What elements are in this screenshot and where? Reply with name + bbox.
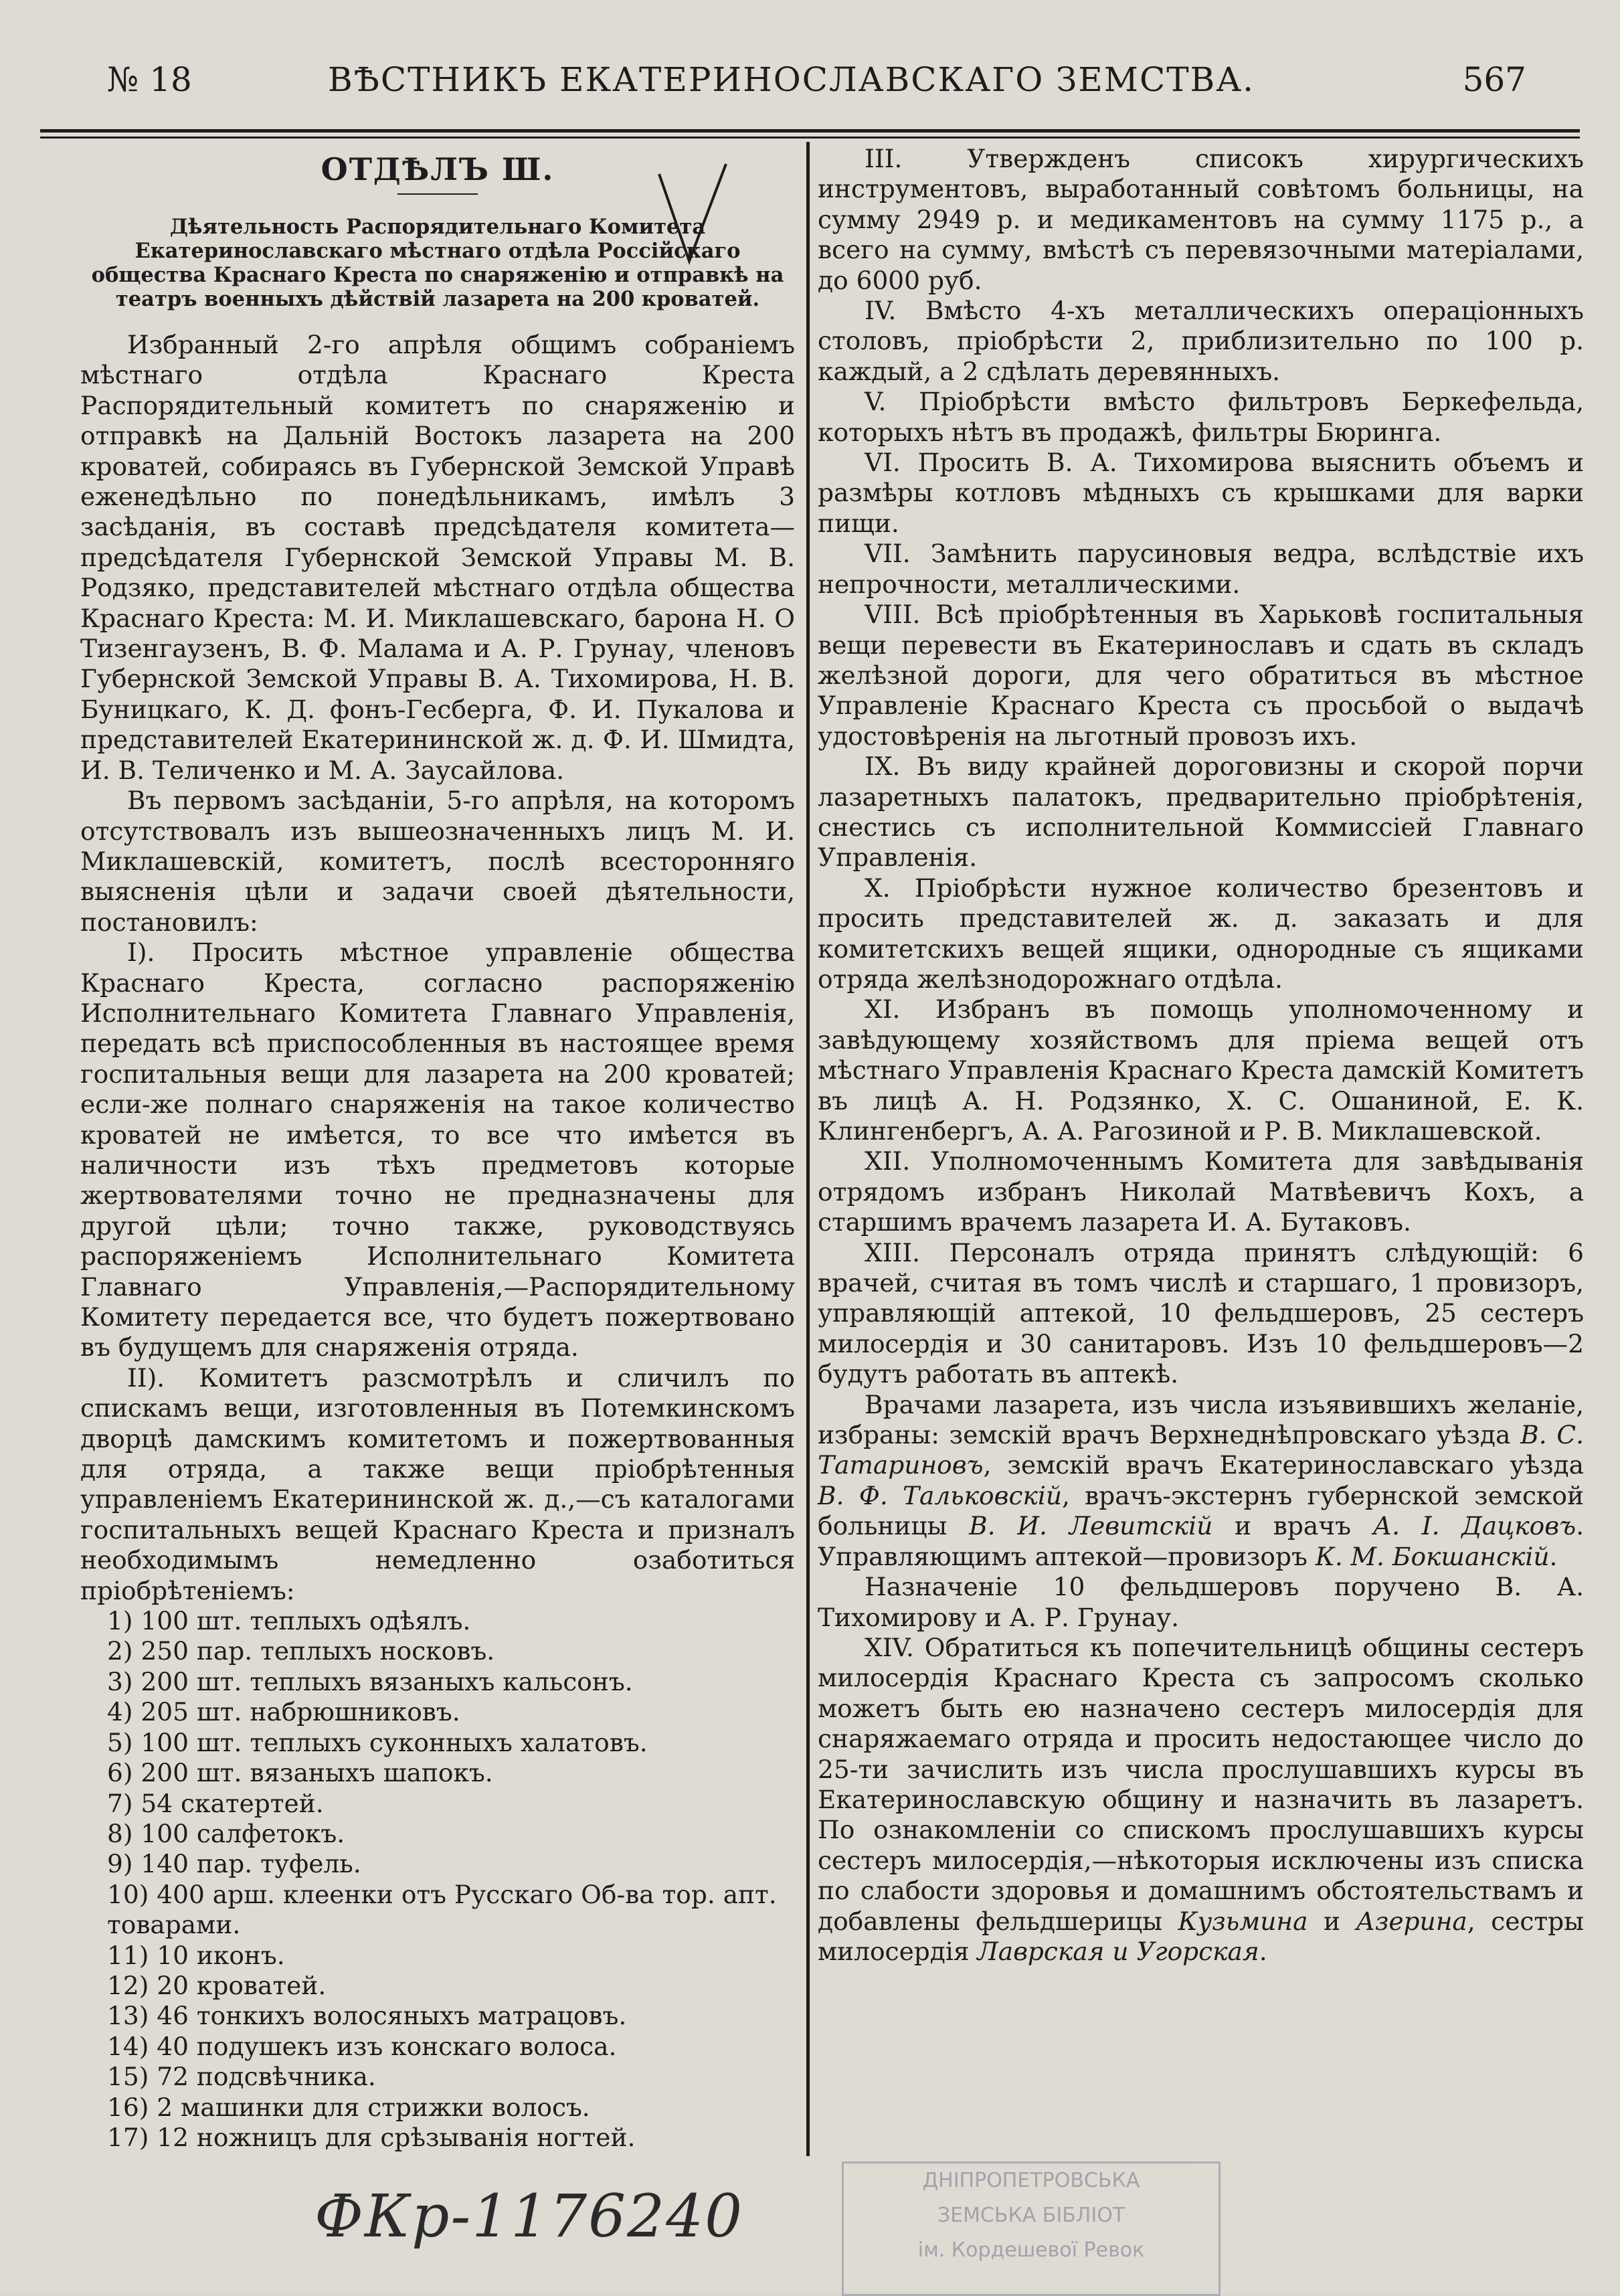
xiv-paragraph: XIV. Обратиться къ попечительницѣ общины сестеръ милосердія Краснаго Креста съ запросомъ сколько можетъ быть ею назначено сестеръ милосердія для снаряжаемаго отряда и просить недостающее число до 25-ти зачислить изъ числа прослушавшихъ курсы въ Екатеринославскую общину и назначить въ лазаретъ. По ознакомленіи со спискомъ прослушавшихъ курсы сестеръ милосердія,—нѣкоторыя исключены изъ списка по слабости здоровья и домашнимъ обстоятельствамъ и добавлены фельдшерицы Кузьмина и Азерина, сестры милосердія Лаврская и Угорская. (818, 1632, 1584, 1966)
paragraph: IV. Вмѣсто 4-хъ металлическихъ операціонныхъ столовъ, пріобрѣсти 2, приблизительно по 100 р. каждый, а 2 сдѣлать деревянныхъ. (818, 296, 1584, 386)
list-item: 17) 12 ножницъ для срѣзыванія ногтей. (107, 2122, 636, 2152)
paragraph: V. Пріобрѣсти вмѣсто фильтровъ Беркефельда, которыхъ нѣтъ въ продажѣ, фильтры Бюринга. (818, 387, 1584, 447)
nurse-name: Азерина (1356, 1906, 1467, 1936)
section-rule (397, 193, 478, 195)
paragraph: XIII. Персоналъ отряда принятъ слѣдующій: 6 врачей, считая въ томъ числѣ и старшаго, 1 провизоръ, управляющій аптекой, 10 фельдшеровъ, 25 сестеръ милосердія и 30 санитаровъ. Изъ 10 фельдшеровъ—2 будутъ работать въ аптекѣ. (818, 1237, 1584, 1389)
paragraph: VIII. Всѣ пріобрѣтенныя въ Харьковѣ госпитальныя вещи перевести въ Екатеринославъ и сдать въ складъ желѣзной дороги, для чего обратиться въ мѣстное Управленіе Краснаго Креста съ просьбой о выдачѣ удостовѣренія на льготный провозъ ихъ. (818, 600, 1584, 751)
paragraph: X. Пріобрѣсти нужное количество брезентовъ и просить представителей ж. д. заказать и для комитетскихъ вещей ящики, однородные съ ящиками отряда желѣзнодорожнаго отдѣла. (818, 873, 1584, 994)
doctors-paragraph: Врачами лазарета, изъ числа изъявившихъ желаніе, избраны: земскій врачъ Верхнеднѣпровскаго уѣзда В. С. Татариновъ, земскій врачъ Екатеринославскаго уѣзда В. Ф. Тальковскій, врачъ-экстернъ губернской земской больницы В. И. Левитскій и врачъ А. І. Дацковъ. Управляющимъ аптекой—провизоръ К. М. Бокшанскій. (818, 1389, 1585, 1571)
list-item: 8) 100 салфетокъ. (107, 1818, 345, 1848)
paragraph: Избранный 2-го апрѣля общимъ собраніемъ мѣстнаго отдѣла Краснаго Креста Распорядительный комитетъ по снаряженію и отправкѣ на Дальній Востокъ лазарета на 200 кроватей, собираясь въ Губернской Земской Управѣ еженедѣльно по понедѣльникамъ, имѣлъ 3 засѣданія, въ составѣ предсѣдателя комитета—предсѣдателя Губернской Земской Управы М. В. Родзяко, представителей мѣстнаго отдѣла общества Краснаго Креста: М. И. Миклашевскаго, барона Н. О Тизенгаузенъ, В. Ф. Малама и А. Р. Грунау, членовъ Губернской Земской Управы В. А. Тихомирова, Н. В. Буницкаго, К. Д. фонъ-Гесберга, Ф. И. Пукалова и представителей Екатерининской ж. д. Ф. И. Шмидта, И. В. Теличенко и М. А. Заусайлова. (80, 330, 795, 785)
list-item: 1) 100 шт. теплыхъ одѣялъ. (107, 1606, 471, 1636)
library-stamp: ДНІПРОПЕТРОВСЬКА ЗЕМСЬКА БІБЛІОТ ім. Кордешевої Ревок (842, 2161, 1221, 2296)
list-item: 3) 200 шт. теплыхъ вязаныхъ кальсонъ. (107, 1666, 633, 1696)
handwritten-catalog-number: ФКр-1176240 (314, 2182, 744, 2250)
list-item: 13) 46 тонкихъ волосяныхъ матрацовъ. (107, 2001, 627, 2031)
list-item: 4) 205 шт. набрюшниковъ. (107, 1697, 460, 1727)
section-title: ОТДѢЛЪ Ш. (321, 151, 555, 187)
paragraph: XII. Уполномоченнымъ Комитета для завѣдыванія отрядомъ избранъ Николай Матвѣевичъ Кохъ, а старшимъ врачемъ лазарета И. А. Бутаковъ. (818, 1146, 1584, 1237)
purchase-list (107, 1606, 795, 2153)
page-header (74, 60, 1580, 120)
journal-title: ВѢСТНИКЪ ЕКАТЕРИНОСЛАВСКАГО ЗЕМСТВА. (328, 60, 1255, 99)
column-divider (806, 142, 810, 2156)
list-item: 16) 2 машинки для стрижки волосъ. (107, 2092, 590, 2122)
doctor-name: В. С. Татариновъ (818, 1420, 1584, 1480)
list-item: 10) 400 арш. клеенки отъ Русскаго Об-ва тор. апт. товарами. (107, 1879, 777, 1940)
left-column (80, 144, 795, 2153)
list-item: 14) 40 подушекъ изъ конскаго волоса. (107, 2031, 617, 2061)
list-item: 2) 250 пар. теплыхъ носковъ. (107, 1636, 495, 1666)
list-item: 15) 72 подсвѣчника. (107, 2062, 376, 2092)
list-item: 5) 100 шт. теплыхъ суконныхъ халатовъ. (107, 1727, 648, 1757)
paragraph: XI. Избранъ въ помощь уполномоченному и завѣдующему хозяйствомъ для пріема вещей отъ мѣстнаго Управленія Краснаго Креста дамскій Комитетъ въ лицѣ А. Н. Родзянко, Х. С. Ошаниной, Е. К. Клингенбергъ, А. А. Рагозиной и Р. В. Миклашевской. (818, 994, 1584, 1146)
section-subtitle: Дѣятельность Распорядительнаго Комитета Екатеринославскаго мѣстнаго отдѣла Россійскаго общества Краснаго Креста по снаряженію и отправкѣ на театръ военныхъ дѣйствій лазарета на 200 кроватей. (91, 215, 784, 311)
nurse-name: Кузьмина (1178, 1906, 1308, 1936)
header-rule-thin (40, 137, 1580, 139)
nurse-name: Лаврская и Угорская (977, 1936, 1259, 1966)
paragraph: I). Просить мѣстное управленіе общества Краснаго Креста, согласно распоряженію Исполнительнаго Комитета Главнаго Управленія, передать всѣ приспособленныя въ настоящее время госпитальныя вещи для лазарета на 200 кроватей; если-же полнаго снаряженія на такое количество кроватей не имѣется, то все что имѣется въ наличности изъ тѣхъ предметовъ которые жертвователями точно не предназначены для другой цѣли; точно также, руководствуясь распоряженіемъ Исполнительнаго Комитета Главнаго Управленія,—Распорядительному Комитету передается все, что будетъ пожертвовано въ будущемъ для снаряженія отряда. (80, 938, 795, 1362)
list-item: 7) 54 скатертей. (107, 1788, 324, 1818)
list-item: 11) 10 иконъ. (107, 1940, 285, 1970)
issue-number: № 18 (107, 60, 192, 99)
paragraph: VI. Просить В. А. Тихомирова выяснить объемъ и размѣры котловъ мѣдныхъ съ крышками для варки пищи. (818, 448, 1584, 538)
header-rule-thick (40, 129, 1580, 133)
paragraph: IX. Въ виду крайней дороговизны и скорой порчи лазаретныхъ палатокъ, предварительно пріобрѣтенія, снестись съ исполнительной Коммиссіей Главнаго Управленія. (818, 752, 1584, 873)
paragraph: VII. Замѣнить парусиновыя ведра, вслѣдствіе ихъ непрочности, металлическими. (818, 539, 1584, 599)
doctor-name: В. Ф. Тальковскій (818, 1480, 1063, 1510)
list-item: 12) 20 кроватей. (107, 1970, 327, 2000)
page-number: 567 (1462, 60, 1526, 99)
pharmacist-name: К. М. Бокшанскій (1315, 1541, 1550, 1571)
doctor-name: В. И. Левитскій (969, 1511, 1213, 1541)
paragraph: III. Утвержденъ списокъ хирургическихъ инструментовъ, выработанный совѣтомъ больницы, на сумму 2949 р. и медикаментовъ на сумму 1175 р., а всего на сумму, вмѣстѣ съ перевязочными матеріалами, до 6000 руб. (818, 144, 1584, 295)
paragraph: II). Комитетъ разсмотрѣлъ и сличилъ по спискамъ вещи, изготовленныя въ Потемкинскомъ дворцѣ дамскимъ комитетомъ и пожертвованныя для отряда, а также вещи пріобрѣтенныя управленіемъ Екатерининской ж. д.,—съ каталогами госпитальныхъ вещей Краснаго Креста и призналъ необходимымъ немедленно озаботиться пріобрѣтеніемъ: (80, 1362, 795, 1605)
list-item: 6) 200 шт. вязаныхъ шапокъ. (107, 1758, 493, 1788)
paragraph: Назначеніе 10 фельдшеровъ поручено В. А. Тихомирову и А. Р. Грунау. (818, 1572, 1584, 1632)
paragraph: Въ первомъ засѣданіи, 5-го апрѣля, на которомъ отсутствовалъ изъ вышеозначенныхъ лицъ М. И. Миклашевскій, комитетъ, послѣ всесторонняго выясненія цѣли и задачи своей дѣятельности, постановилъ: (80, 786, 795, 937)
list-item: 9) 140 пар. туфель. (107, 1849, 361, 1879)
doctor-name: А. І. Дацковъ (1372, 1511, 1577, 1541)
right-column (818, 144, 1584, 1967)
